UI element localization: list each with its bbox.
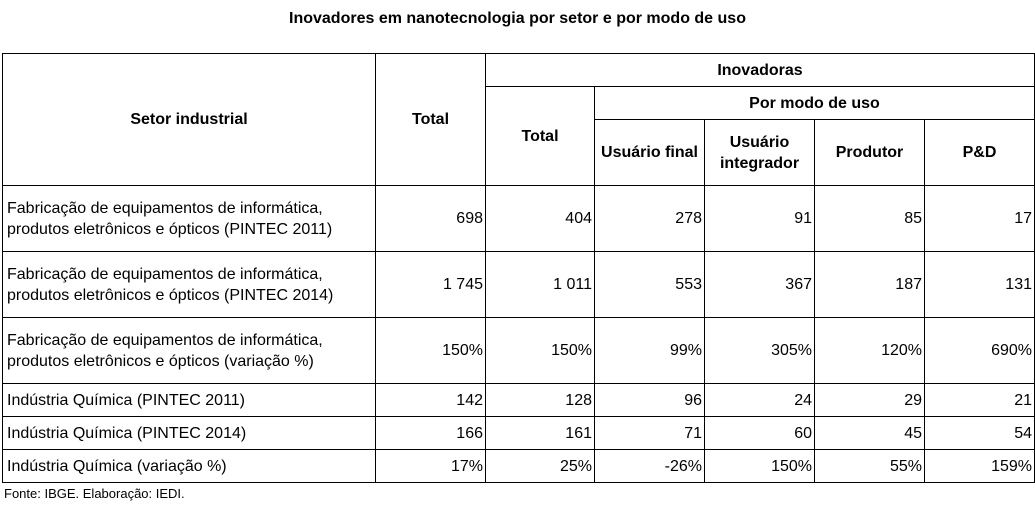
cell-usuario-integrador: 150% [705, 450, 815, 483]
cell-produtor: 187 [815, 252, 925, 318]
cell-inov-total: 161 [486, 417, 595, 450]
cell-pd: 159% [925, 450, 1035, 483]
cell-usuario-final: 71 [595, 417, 705, 450]
cell-setor: Fabricação de equipamentos de informática, produtos eletrônicos e ópticos (variação %) [3, 318, 376, 384]
header-inovadoras-total: Total [486, 87, 595, 186]
data-table [2, 53, 1035, 483]
cell-pd: 17 [925, 186, 1035, 252]
cell-setor: Indústria Química (PINTEC 2014) [3, 417, 376, 450]
cell-total: 166 [376, 417, 486, 450]
table-row [3, 318, 1035, 384]
header-inovadoras: Inovadoras [486, 54, 1035, 87]
cell-total: 150% [376, 318, 486, 384]
cell-usuario-integrador: 24 [705, 384, 815, 417]
table-row [3, 252, 1035, 318]
cell-produtor: 45 [815, 417, 925, 450]
source-note: Fonte: IBGE. Elaboração: IEDI. [4, 486, 185, 501]
cell-inov-total: 404 [486, 186, 595, 252]
cell-produtor: 29 [815, 384, 925, 417]
cell-setor: Indústria Química (variação %) [3, 450, 376, 483]
cell-usuario-final: 278 [595, 186, 705, 252]
cell-pd: 690% [925, 318, 1035, 384]
cell-inov-total: 25% [486, 450, 595, 483]
cell-setor: Indústria Química (PINTEC 2011) [3, 384, 376, 417]
cell-produtor: 85 [815, 186, 925, 252]
cell-inov-total: 128 [486, 384, 595, 417]
cell-usuario-integrador: 91 [705, 186, 815, 252]
cell-setor: Fabricação de equipamentos de informática, produtos eletrônicos e ópticos (PINTEC 2011) [3, 186, 376, 252]
table-row [3, 417, 1035, 450]
cell-produtor: 55% [815, 450, 925, 483]
cell-produtor: 120% [815, 318, 925, 384]
cell-total: 1 745 [376, 252, 486, 318]
header-setor: Setor industrial [3, 54, 376, 186]
cell-total: 17% [376, 450, 486, 483]
cell-pd: 131 [925, 252, 1035, 318]
table-row [3, 450, 1035, 483]
cell-usuario-integrador: 367 [705, 252, 815, 318]
cell-inov-total: 150% [486, 318, 595, 384]
header-por-modo: Por modo de uso [595, 87, 1035, 120]
cell-total: 698 [376, 186, 486, 252]
header-usuario-integrador: Usuário integrador [705, 120, 815, 186]
cell-usuario-integrador: 60 [705, 417, 815, 450]
cell-inov-total: 1 011 [486, 252, 595, 318]
table-row [3, 186, 1035, 252]
header-produtor: Produtor [815, 120, 925, 186]
cell-usuario-final: 99% [595, 318, 705, 384]
cell-usuario-final: 96 [595, 384, 705, 417]
cell-usuario-final: -26% [595, 450, 705, 483]
header-usuario-final: Usuário final [595, 120, 705, 186]
header-total: Total [376, 54, 486, 186]
cell-pd: 54 [925, 417, 1035, 450]
cell-usuario-integrador: 305% [705, 318, 815, 384]
header-pd: P&D [925, 120, 1035, 186]
page-title: Inovadores em nanotecnologia por setor e por modo de uso [289, 10, 746, 27]
cell-usuario-final: 553 [595, 252, 705, 318]
cell-setor: Fabricação de equipamentos de informática, produtos eletrônicos e ópticos (PINTEC 2014) [3, 252, 376, 318]
cell-total: 142 [376, 384, 486, 417]
table-row [3, 384, 1035, 417]
cell-pd: 21 [925, 384, 1035, 417]
